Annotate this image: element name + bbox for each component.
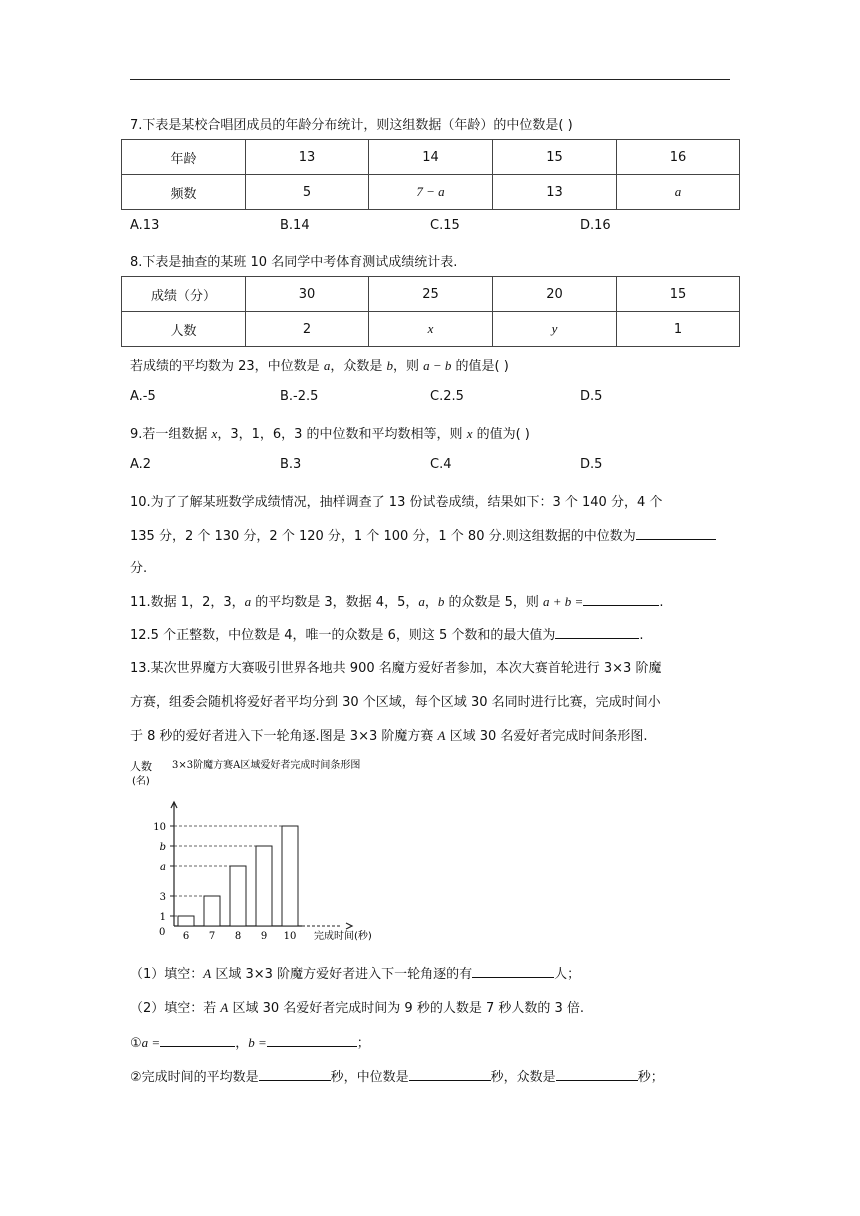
q13-text-part: （1）填空： <box>130 967 204 982</box>
chart-marks <box>153 802 352 942</box>
chart-origin-label: 0 <box>159 927 166 938</box>
q9-var-x: x <box>466 426 473 441</box>
bar <box>204 896 220 926</box>
x-tick-label: 10 <box>283 931 297 942</box>
q7-option-d[interactable]: D.16 <box>580 218 611 233</box>
q11-text-part: 的众数是 5，则 <box>444 595 544 610</box>
q9-option-a[interactable]: A.2 <box>130 457 152 472</box>
q13-text-part: ②完成时间的平均数是 <box>130 1070 259 1085</box>
q8-cell: x <box>369 312 493 347</box>
q13-line3 <box>130 725 648 744</box>
q13-sub1 <box>130 963 580 982</box>
q11-text-part: 11.数据 1，2，3， <box>130 595 245 610</box>
q7-cell: 年龄 <box>122 140 246 175</box>
x-axis-arrow <box>346 923 352 929</box>
q11-expr: a + b = <box>543 594 584 609</box>
q11-end: . <box>659 595 664 610</box>
bar <box>256 846 272 926</box>
q13-text-part: 区域 30 名爱好者完成时间条形图. <box>445 729 648 744</box>
q13-text-part: ① <box>130 1036 142 1051</box>
q8-table <box>121 276 740 347</box>
q7-option-c[interactable]: C.15 <box>430 218 460 233</box>
q8-cell: y <box>493 312 617 347</box>
q12-end: . <box>639 628 644 643</box>
q7-cell: 16 <box>617 140 740 175</box>
q10-line2-text: 135 分，2 个 130 分，2 个 120 分，1 个 100 分，1 个 80 分.则这组数据的中位数为 <box>130 529 636 544</box>
q8-expr: a − b <box>423 358 452 373</box>
q8-cell: 2 <box>246 312 369 347</box>
q13-text-part: 区域 3×3 阶魔方爱好者进入下一轮角逐的有 <box>211 967 473 982</box>
q8-option-c[interactable]: C.2.5 <box>430 389 464 404</box>
x-tick-label: 6 <box>182 931 190 942</box>
q8-option-b[interactable]: B.-2.5 <box>280 389 319 404</box>
bar-chart <box>130 754 400 946</box>
q13-line2: 方赛，组委会随机将爱好者平均分到 30 个区域，每个区域 30 名同时进行比赛，完成时间小 <box>130 695 661 710</box>
q7-table <box>121 139 740 210</box>
q13-sub2-2 <box>130 1066 664 1085</box>
q10-line1: 10.为了了解某班数学成绩情况，抽样调查了 13 份试卷成绩，结果如下：3 个 140 分，4 个 <box>130 495 663 510</box>
q11-text-part: ， <box>424 595 438 610</box>
q7-cell: 15 <box>493 140 617 175</box>
q9-text-part: 9.若一组数据 <box>130 427 212 442</box>
q12-answer-blank[interactable] <box>555 625 639 639</box>
q13-text-part: 秒； <box>637 1070 664 1085</box>
bar <box>282 826 298 926</box>
q13-text-part: 秒，众数是 <box>490 1070 556 1085</box>
q9-var-x: x <box>211 426 218 441</box>
q8-cell: 25 <box>369 277 493 312</box>
q8-cell: 30 <box>246 277 369 312</box>
q10-line2 <box>130 525 716 544</box>
q8-var-a: a <box>323 358 331 373</box>
q13-sub2 <box>130 997 584 1016</box>
header-rule <box>130 79 730 80</box>
chart-xlabel: 完成时间(秒) <box>314 931 372 942</box>
q7-cell: a <box>617 175 740 210</box>
q11-answer-blank[interactable] <box>583 592 659 606</box>
q13-text-part: ； <box>356 1036 370 1051</box>
y-tick-label: b <box>159 842 166 853</box>
y-tick-label: 3 <box>159 892 166 903</box>
q9-option-c[interactable]: C.4 <box>430 457 452 472</box>
x-tick-label: 8 <box>234 931 242 942</box>
y-tick-label: a <box>160 862 166 873</box>
q13-mode-blank[interactable] <box>556 1067 638 1081</box>
q8-option-d[interactable]: D.5 <box>580 389 603 404</box>
q13-line1: 13.某次世界魔方大赛吸引世界各地共 900 名魔方爱好者参加，本次大赛首轮进行 3×3 阶魔 <box>130 661 662 676</box>
q9-text-part: ，3，1，6，3 的中位数和平均数相等，则 <box>217 427 467 442</box>
q12-text <box>130 624 644 643</box>
y-tick-label: 10 <box>153 822 166 833</box>
q13-sub2-1 <box>130 1032 370 1051</box>
chart-ylabel: 人数 <box>130 760 152 773</box>
q9-option-b[interactable]: B.3 <box>280 457 302 472</box>
q7-option-b[interactable]: B.14 <box>280 218 310 233</box>
q13-mean-blank[interactable] <box>259 1067 331 1081</box>
q8-cell: 15 <box>617 277 740 312</box>
q13-eq-a: a = <box>141 1035 161 1050</box>
q7-cell: 14 <box>369 140 493 175</box>
q10-line3: 分. <box>130 561 148 576</box>
q7-cell: 7 − a <box>369 175 493 210</box>
q12-text-part: 12.5 个正整数，中位数是 4，唯一的众数是 6，则这 5 个数和的最大值为 <box>130 628 556 643</box>
q11-var-b: b <box>437 594 445 609</box>
y-tick-label: 1 <box>159 912 166 923</box>
q13-sub1-blank[interactable] <box>472 964 554 978</box>
bar <box>230 866 246 926</box>
q13-b-blank[interactable] <box>267 1033 357 1047</box>
q8-question-text: 若成绩的平均数为 23，中位数是 <box>130 359 324 374</box>
q8-cell: 人数 <box>122 312 246 347</box>
q13-a-blank[interactable] <box>160 1033 235 1047</box>
q13-text-part: 于 8 秒的爱好者进入下一轮角逐.图是 3×3 阶魔方赛 <box>130 729 438 744</box>
q11-text <box>130 591 663 610</box>
q8-question-text: 的值是( ) <box>451 359 509 374</box>
q8-option-a[interactable]: A.-5 <box>130 389 156 404</box>
x-tick-label: 9 <box>260 931 268 942</box>
q9-text <box>130 423 530 442</box>
q8-question <box>130 355 509 374</box>
q13-region-a: A <box>220 1000 229 1015</box>
q13-text-part: ， <box>235 1036 249 1051</box>
q11-var-a: a <box>418 594 425 609</box>
q7-cell: 5 <box>246 175 369 210</box>
q13-eq-b: b = <box>248 1035 267 1050</box>
q13-text-part: （2）填空：若 <box>130 1001 221 1016</box>
bar <box>178 916 194 926</box>
q9-text-part: 的值为( ) <box>472 427 530 442</box>
q10-answer-blank[interactable] <box>636 526 716 540</box>
q11-var-a: a <box>244 594 252 609</box>
chart-title: 3×3阶魔方赛A区域爱好者完成时间条形图 <box>172 760 361 771</box>
q8-cell: 成绩（分） <box>122 277 246 312</box>
q8-question-text: ，则 <box>392 359 424 374</box>
q13-text-part: 区域 30 名爱好者完成时间为 9 秒的人数是 7 秒人数的 3 倍. <box>228 1001 585 1016</box>
q8-cell: 20 <box>493 277 617 312</box>
q7-option-a[interactable]: A.13 <box>130 218 160 233</box>
q8-var-b: b <box>386 358 393 373</box>
q7-cell: 13 <box>493 175 617 210</box>
q13-median-blank[interactable] <box>409 1067 491 1081</box>
q7-cell: 频数 <box>122 175 246 210</box>
q13-text-part: 秒，中位数是 <box>330 1070 409 1085</box>
q9-option-d[interactable]: D.5 <box>580 457 603 472</box>
q8-cell: 1 <box>617 312 740 347</box>
q8-question-text: ，众数是 <box>330 359 387 374</box>
q11-text-part: 的平均数是 3，数据 4，5， <box>251 595 419 610</box>
q13-region-a: A <box>437 728 446 743</box>
q13-text-part: 人； <box>554 967 581 982</box>
x-tick-label: 7 <box>208 931 216 942</box>
q7-cell: 13 <box>246 140 369 175</box>
chart-ylabel-unit: (名) <box>132 776 150 787</box>
q7-text: 7.下表是某校合唱团成员的年龄分布统计，则这组数据（年龄）的中位数是( ) <box>130 118 573 133</box>
q13-region-a: A <box>203 966 212 981</box>
q8-text: 8.下表是抽查的某班 10 名同学中考体育测试成绩统计表. <box>130 255 458 270</box>
